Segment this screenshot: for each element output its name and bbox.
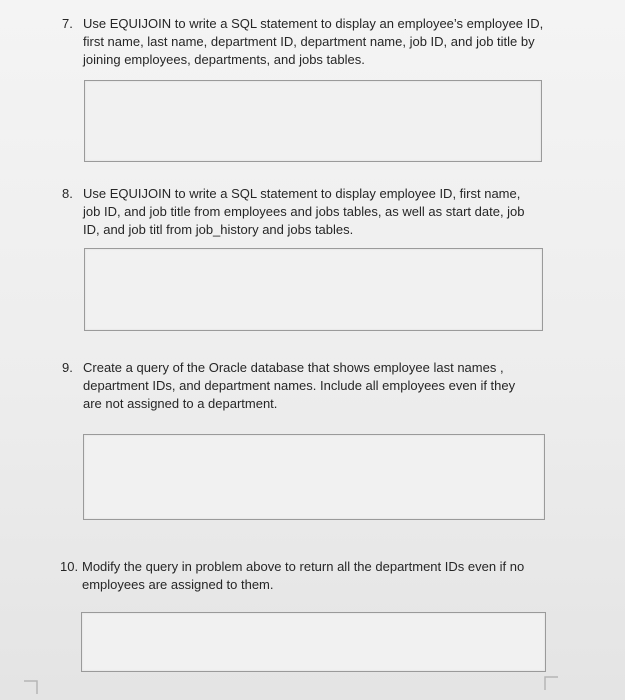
answer-box-7[interactable] [84, 80, 542, 162]
question-line: Create a query of the Oracle database that shows employee last names , [83, 360, 504, 375]
question-line: job ID, and job title from employees and jobs tables, as well as start date, job [83, 204, 525, 219]
question-line: are not assigned to a department. [83, 396, 278, 411]
question-line: Use EQUIJOIN to write a SQL statement to display an employee’s employee ID, [83, 16, 544, 31]
question-number: 9. [62, 360, 73, 375]
question-text [83, 359, 552, 413]
answer-box-8[interactable] [84, 248, 543, 331]
question-line: department IDs, and department names. Include all employees even if they [83, 378, 516, 393]
question-7 [62, 15, 552, 69]
question-number: 10. [60, 559, 79, 574]
question-line: Use EQUIJOIN to write a SQL statement to display employee ID, first name, [83, 186, 521, 201]
question-text [82, 558, 552, 594]
question-line: joining employees, departments, and jobs tables. [83, 52, 365, 67]
question-10 [60, 558, 552, 594]
question-9 [62, 359, 552, 413]
question-line: ID, and job titl from job_history and jobs tables. [83, 222, 354, 237]
question-line: employees are assigned to them. [82, 577, 274, 592]
question-text [83, 185, 552, 239]
page-corner-mark-left [24, 680, 38, 694]
question-text [83, 15, 552, 69]
question-number: 8. [62, 186, 73, 201]
answer-box-10[interactable] [81, 612, 546, 672]
page-corner-mark-right [544, 676, 558, 690]
question-line: first name, last name, department ID, department name, job ID, and job title by [83, 34, 535, 49]
question-8 [62, 185, 552, 239]
answer-box-9[interactable] [83, 434, 545, 520]
question-number: 7. [62, 16, 73, 31]
question-line: Modify the query in problem above to return all the department IDs even if no [82, 559, 525, 574]
